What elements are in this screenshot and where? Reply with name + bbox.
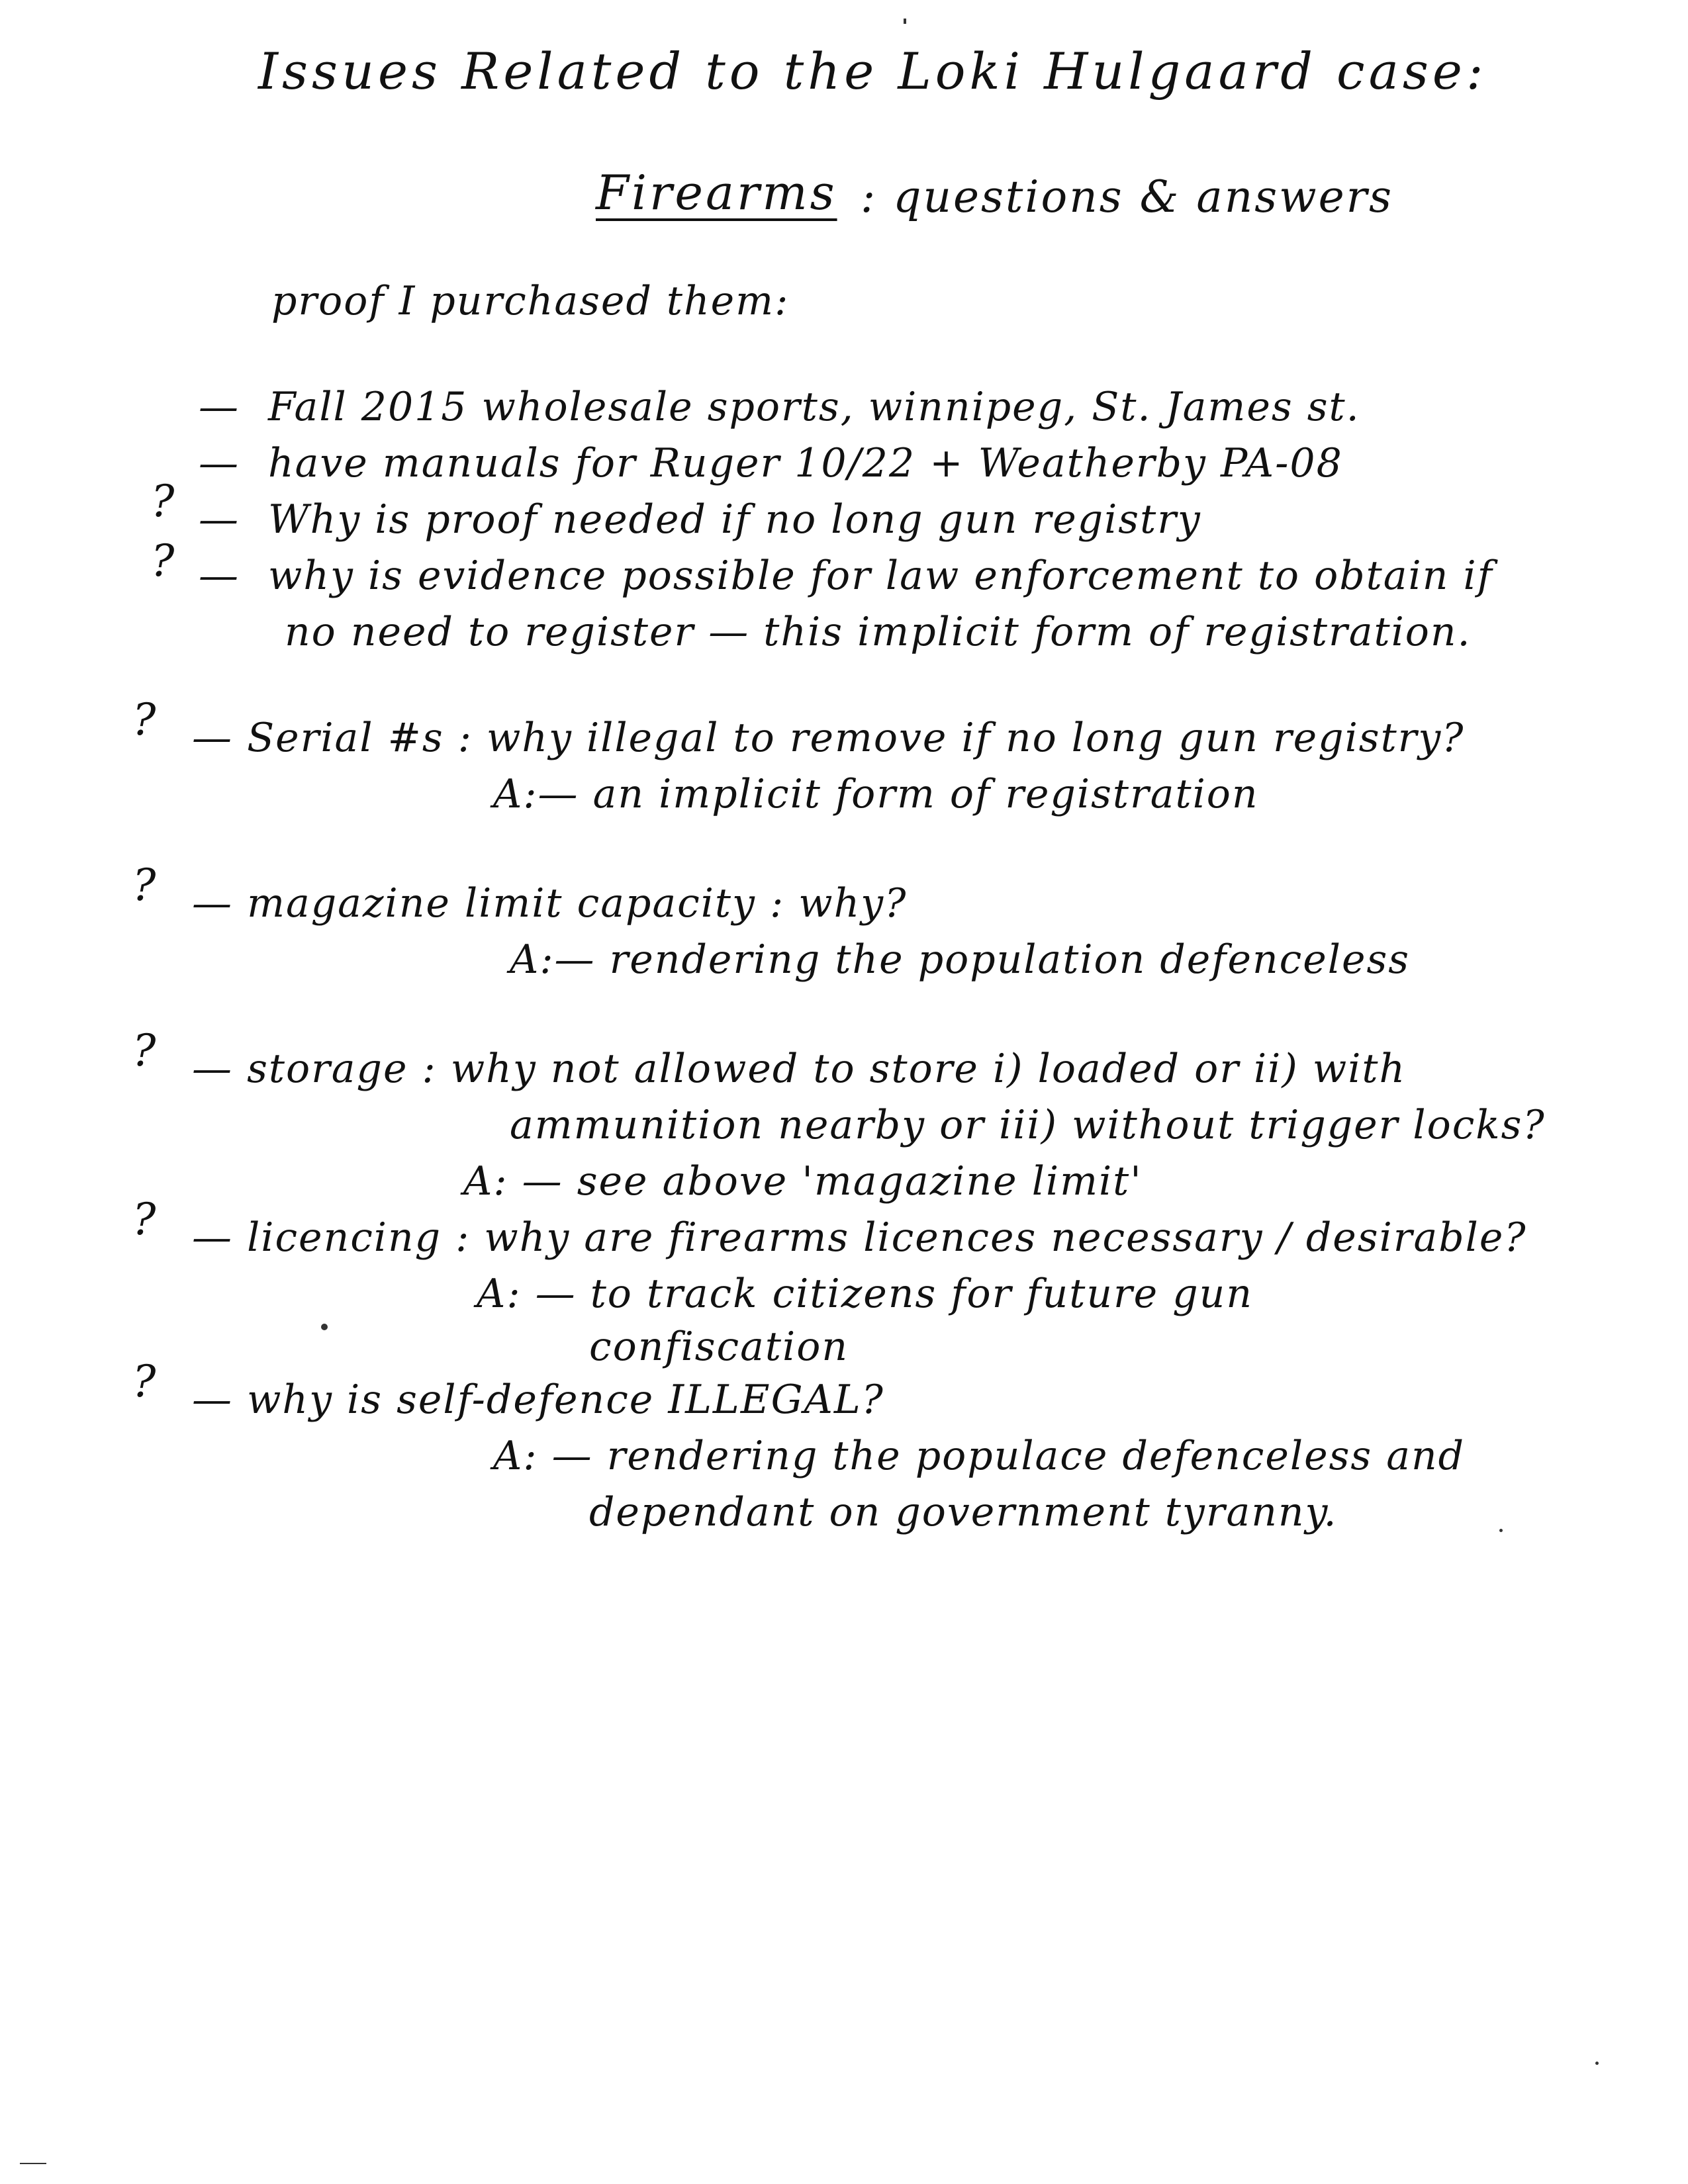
question-text: — storage : why not allowed to store i) loaded or ii) with (192, 1046, 1407, 1092)
question-marker: ? (151, 476, 175, 527)
document-title: Issues Related to the Loki Hulgaard case: (258, 42, 1487, 101)
question-continuation: ammunition nearby or iii) without trigger locks? (510, 1102, 1546, 1148)
answer-continuation: dependant on government tyranny. (589, 1489, 1338, 1535)
proof-heading: proof I purchased them: (271, 278, 790, 324)
scan-speck (1499, 1529, 1503, 1532)
answer-text: A:— rendering the population defenceless (510, 936, 1411, 983)
answer-text: A: — see above 'magazine limit' (463, 1158, 1143, 1205)
question-marker: ? (132, 694, 156, 745)
question-marker: ? (132, 1025, 156, 1076)
list-dash: — (199, 384, 240, 430)
list-dash: — (199, 496, 240, 543)
list-item: have manuals for Ruger 10/22 + Weatherby PA-08 (268, 440, 1343, 486)
answer-text: A: — rendering the populace defenceless and (493, 1433, 1466, 1479)
question-marker: ? (132, 1194, 156, 1245)
question-text: — Serial #s : why illegal to remove if no long gun registry? (192, 715, 1465, 761)
section-subheading: : questions & answers (861, 171, 1394, 222)
list-dash: — (199, 553, 240, 599)
scan-edge-mark (20, 2163, 46, 2164)
answer-continuation: confiscation (589, 1324, 849, 1370)
question-marker: ? (151, 535, 175, 586)
list-item-continuation: no need to register — this implicit form of registration. (285, 609, 1472, 655)
question-text: — why is self-defence ILLEGAL? (192, 1377, 884, 1423)
answer-text: A:— an implicit form of registration (493, 771, 1259, 817)
list-item: why is evidence possible for law enforcement to obtain if (268, 553, 1493, 599)
list-item: Fall 2015 wholesale sports, winnipeg, St. James st. (268, 384, 1360, 430)
question-marker: ? (132, 860, 156, 911)
question-marker: ? (132, 1356, 156, 1407)
scan-speck (321, 1324, 328, 1330)
question-text: — licencing : why are firearms licences necessary / desirable? (192, 1214, 1527, 1261)
list-item: Why is proof needed if no long gun registry (268, 496, 1201, 543)
section-heading: Firearms (596, 165, 837, 220)
list-dash: — (199, 440, 240, 486)
answer-text: A: — to track citizens for future gun (477, 1271, 1253, 1317)
question-text: — magazine limit capacity : why? (192, 880, 908, 927)
scan-speck (904, 19, 906, 24)
scan-speck (1595, 2062, 1599, 2065)
